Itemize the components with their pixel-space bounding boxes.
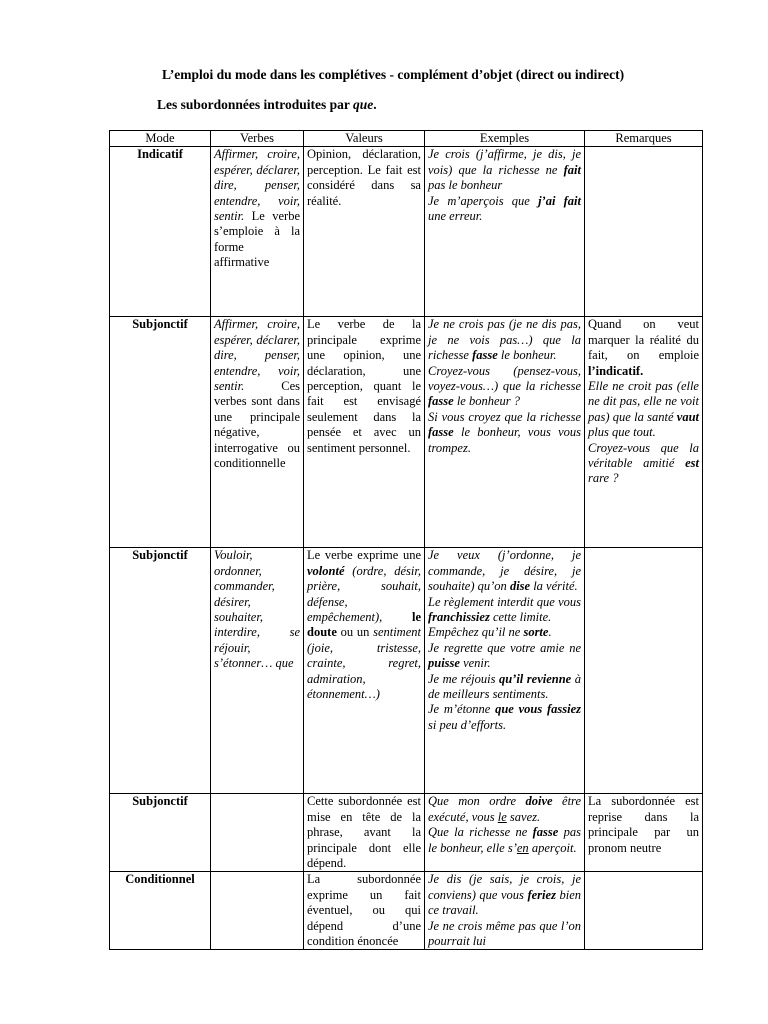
remark-line: Quand on veut marquer la réalité du fait, on emploie l’indicatif. bbox=[588, 317, 699, 378]
mode-cell: Conditionnel bbox=[110, 872, 211, 950]
valeurs-cell: Opinion, déclaration, perception. Le fait est considéré dans sa réalité. bbox=[304, 147, 425, 317]
remarques-cell bbox=[585, 548, 703, 794]
example-line: Je ne crois pas (je ne dis pas, je ne vois pas…) que la richesse fasse le bonheur. bbox=[428, 317, 581, 363]
remark-example: Elle ne croit pas (elle ne dit pas, elle ne voit pas) que la santé vaut plus que tout. bbox=[588, 379, 699, 440]
verbes-list: Affirmer, croire, espérer, déclarer, dire, penser, entendre, voir, sentir. bbox=[214, 317, 300, 394]
mode-cell: Subjonctif bbox=[110, 317, 211, 548]
example-line: Croyez-vous (pensez-vous, voyez-vous…) que la richesse fasse le bonheur ? bbox=[428, 363, 581, 409]
verbes-list: Affirmer, croire, espérer, déclarer, dire, penser, entendre, voir, sentir. bbox=[214, 147, 300, 224]
table-row bbox=[110, 872, 703, 950]
exemples-cell bbox=[425, 548, 585, 794]
remark-example: Croyez-vous que la véritable amitié est rare ? bbox=[588, 440, 699, 486]
section-subtitle bbox=[157, 97, 377, 113]
subtitle-emphasis: que bbox=[353, 97, 374, 112]
header-exemples: Exemples bbox=[425, 131, 585, 147]
mode-cell: Indicatif bbox=[110, 147, 211, 317]
table-row bbox=[110, 317, 703, 548]
exemples-cell bbox=[425, 872, 585, 950]
table-row bbox=[110, 147, 703, 317]
verbes-note: Le verbe s’emploie à la forme affirmative bbox=[214, 209, 300, 270]
example-line: Je regrette que votre amie ne puisse venir. bbox=[428, 640, 581, 671]
example-line: Je dis (je sais, je crois, je conviens) que vous feriez bien ce travail. bbox=[428, 872, 581, 918]
table-row bbox=[110, 794, 703, 872]
verbes-cell bbox=[211, 794, 304, 872]
table-row bbox=[110, 548, 703, 794]
example-line: Je me réjouis qu’il revienne à de meilleurs sentiments. bbox=[428, 671, 581, 702]
exemples-cell bbox=[425, 317, 585, 548]
page-title: L’emploi du mode dans les complétives - complément d’objet (direct ou indirect) bbox=[162, 67, 625, 82]
subtitle-end: . bbox=[373, 97, 377, 112]
header-mode: Mode bbox=[110, 131, 211, 147]
exemples-cell bbox=[425, 147, 585, 317]
header-verbes: Verbes bbox=[211, 131, 304, 147]
example-line: Je crois (j’affirme, je dis, je vois) que la richesse ne fait pas le bonheur bbox=[428, 147, 581, 193]
remarques-cell: La subordonnée est reprise dans la principale par un pronom neutre bbox=[585, 794, 703, 872]
example-line: Je ne crois même pas que l’on pourrait lui bbox=[428, 918, 581, 949]
valeurs-cell: La subordonnée exprime un fait éventuel, ou qui dépend d’une condition énoncée bbox=[304, 872, 425, 950]
remarques-cell bbox=[585, 317, 703, 548]
verbes-cell: Vouloir, ordonner, commander, désirer, souhaiter, interdire, se réjouir, s’étonner… que bbox=[211, 548, 304, 794]
mode-cell: Subjonctif bbox=[110, 794, 211, 872]
remarques-cell bbox=[585, 147, 703, 317]
subtitle-text: Les subordonnées introduites par bbox=[157, 97, 354, 112]
valeurs-cell: Cette subordonnée est mise en tête de la phrase, avant la principale dont elle dépend. bbox=[304, 794, 425, 872]
table-header-row bbox=[110, 131, 703, 147]
valeurs-cell: Le verbe de la principale exprime une opinion, une déclaration, une perception, quant le fait est envisagé seulement dans la pensée et avec un sentiment personnel. bbox=[304, 317, 425, 548]
verbes-note: Ces verbes sont dans une principale négative, interrogative ou conditionnelle bbox=[214, 379, 300, 471]
verbes-cell bbox=[211, 317, 304, 548]
example-line: Si vous croyez que la richesse fasse le bonheur, vous vous trompez. bbox=[428, 409, 581, 455]
example-line: Que la richesse ne fasse pas le bonheur, elle s’en aperçoit. bbox=[428, 825, 581, 855]
header-remarques: Remarques bbox=[585, 131, 703, 147]
example-line: Le règlement interdit que vous franchissiez cette limite. bbox=[428, 594, 581, 625]
verbes-cell bbox=[211, 147, 304, 317]
example-line: Je veux (j’ordonne, je commande, je désire, je souhaite) qu’on dise la vérité. bbox=[428, 548, 581, 594]
mode-cell: Subjonctif bbox=[110, 548, 211, 794]
example-line: Je m’étonne que vous fassiez si peu d’efforts. bbox=[428, 702, 581, 732]
example-line: Je m’aperçois que j’ai fait une erreur. bbox=[428, 193, 582, 224]
example-line: Empêchez qu’il ne sorte. bbox=[428, 625, 552, 640]
remarques-cell bbox=[585, 872, 703, 950]
verbes-cell bbox=[211, 872, 304, 950]
example-line: Que mon ordre doive être exécuté, vous le savez. bbox=[428, 794, 581, 824]
valeurs-cell: Le verbe exprime une volonté (ordre, désir, prière, souhait, défense, empêchement), le doute ou un sentiment (joie, tristesse, crainte, regret, admiration, étonnement…) bbox=[304, 548, 425, 794]
header-valeurs: Valeurs bbox=[304, 131, 425, 147]
modes-table bbox=[109, 130, 703, 950]
exemples-cell bbox=[425, 794, 585, 872]
